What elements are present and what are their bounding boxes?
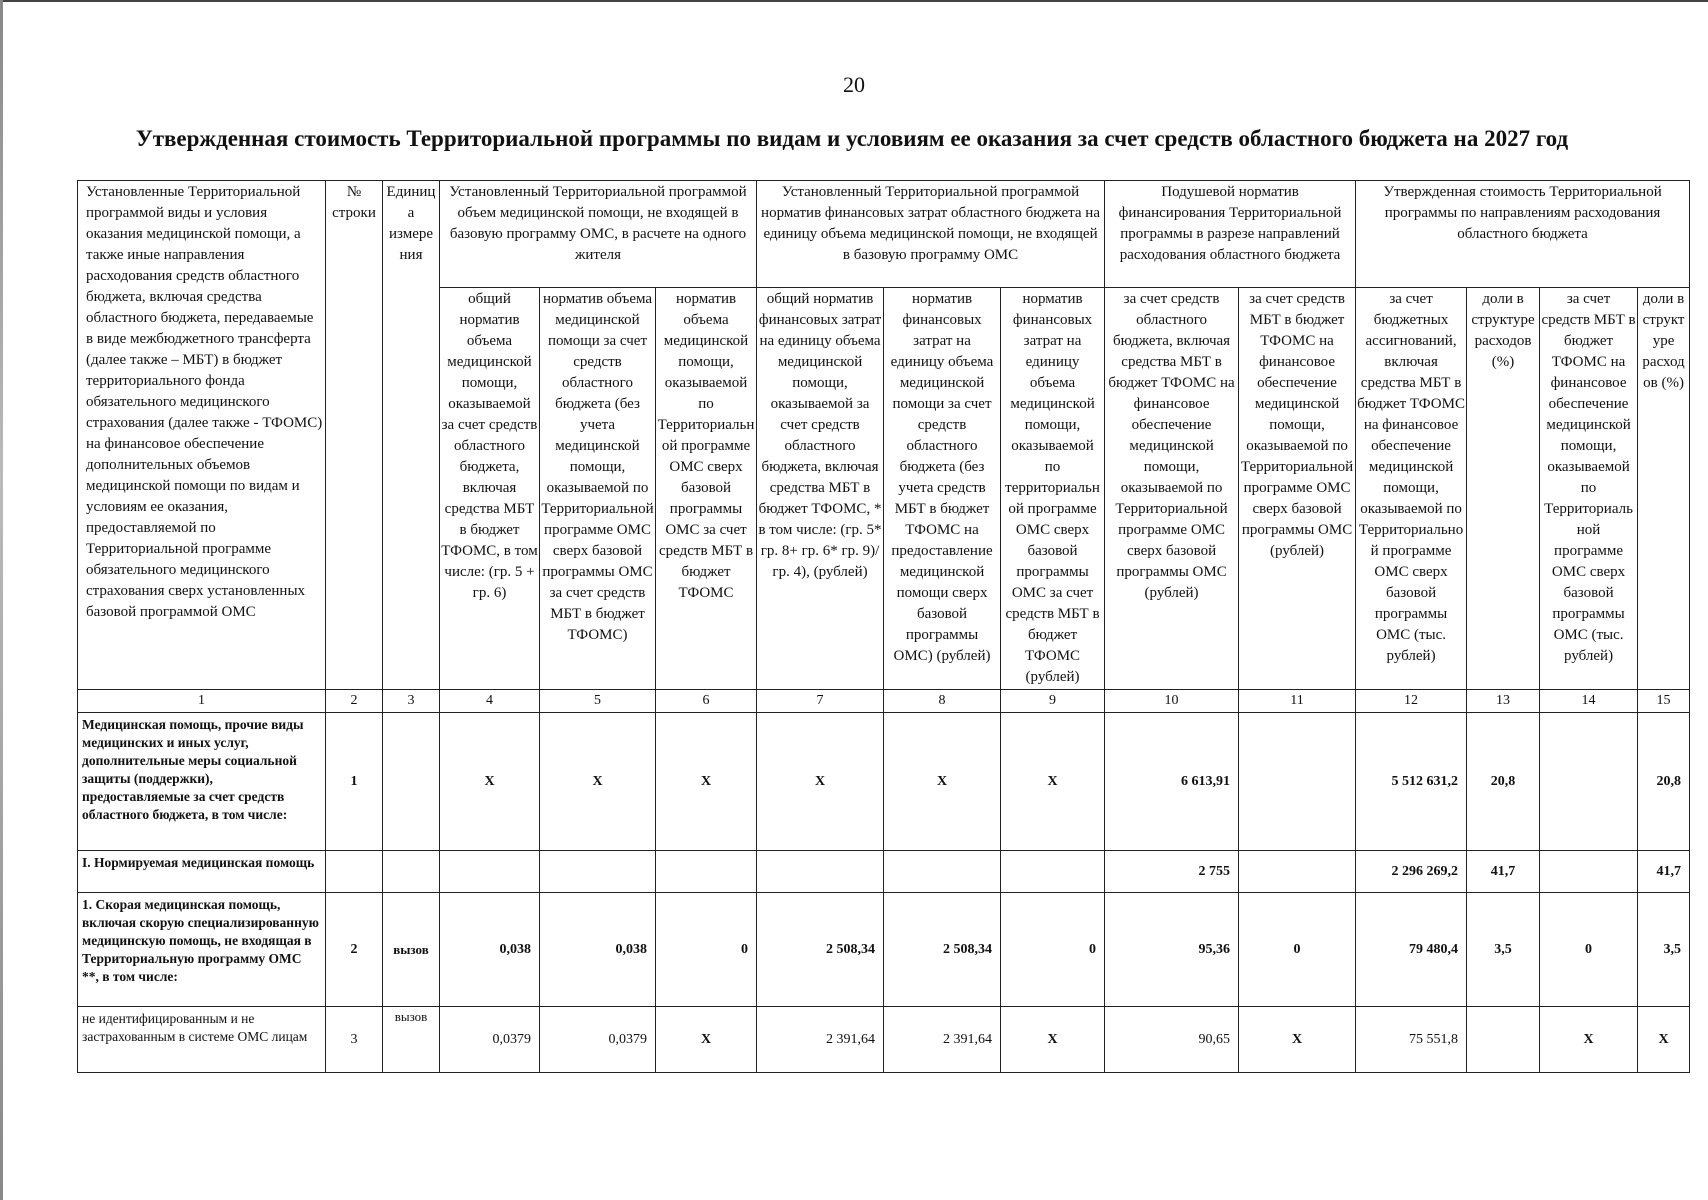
row-unit: вызов <box>383 893 440 1007</box>
header-col-14: за счет средств МБТ в бюджет ТФОМС на финансовое обеспечение медицинской помощи, оказываемой по Территориальной программе ОМС сверх базовой программы ОМС (тыс. рублей) <box>1540 288 1638 690</box>
header-col-12: за счет бюджетных ассигнований, включая средства МБТ в бюджет ТФОМС на финансовое обеспечение медицинской помощи, оказываемой по Территориальной программе ОМС сверх базовой программы ОМС (тыс. рублей) <box>1356 288 1467 690</box>
cell-col-14: 0 <box>1540 893 1638 1007</box>
header-col-9: норматив финансовых затрат на единицу объема медицинской помощи, оказываемой по территориальной программе ОМС сверх базовой программы ОМС за счет средств МБТ в бюджет ТФОМС (рублей) <box>1001 288 1105 690</box>
cell-col-14 <box>1540 713 1638 851</box>
col-number: 2 <box>326 690 383 713</box>
cell-col-13: 3,5 <box>1467 893 1540 1007</box>
cell-col-8: X <box>884 713 1001 851</box>
header-group-per-capita: Подушевой норматив финансирования Территориальной программы в разрезе направлений расходования областного бюджета <box>1105 181 1356 288</box>
cell-col-7 <box>757 851 884 893</box>
cell-col-6 <box>656 851 757 893</box>
cell-col-7: 2 508,34 <box>757 893 884 1007</box>
page-number: 20 <box>843 72 865 97</box>
cell-col-5: 0,038 <box>540 893 656 1007</box>
cell-col-12: 79 480,4 <box>1356 893 1467 1007</box>
cell-col-5: X <box>540 713 656 851</box>
cell-col-4: 0,038 <box>440 893 540 1007</box>
cell-col-9 <box>1001 851 1105 893</box>
header-col-15: доли в структуре расходов (%) <box>1638 288 1690 690</box>
header-col-6: норматив объема медицинской помощи, оказываемой по Территориальной программе ОМС сверх базовой программы ОМС за счет средств МБТ в бюджет ТФОМС <box>656 288 757 690</box>
cell-col-11: 0 <box>1239 893 1356 1007</box>
col-number: 4 <box>440 690 540 713</box>
cell-col-12: 2 296 269,2 <box>1356 851 1467 893</box>
table-row <box>78 713 1690 851</box>
col-number: 8 <box>884 690 1001 713</box>
col-number: 7 <box>757 690 884 713</box>
col-number: 3 <box>383 690 440 713</box>
row-description: I. Нормируемая медицинская помощь <box>78 851 326 893</box>
cell-col-11 <box>1239 851 1356 893</box>
cell-col-15: 3,5 <box>1638 893 1690 1007</box>
col-number: 6 <box>656 690 757 713</box>
row-description: 1. Скорая медицинская помощь, включая скорую специализированную медицинскую помощь, не входящая в Территориальную программу ОМС **, в том числе: <box>78 893 326 1007</box>
cell-col-6: X <box>656 1007 757 1073</box>
cell-col-9: X <box>1001 713 1105 851</box>
col-number: 9 <box>1001 690 1105 713</box>
row-number: 1 <box>326 713 383 851</box>
row-number: 3 <box>326 1007 383 1073</box>
cell-col-6: X <box>656 713 757 851</box>
header-col-10: за счет средств областного бюджета, включая средства МБТ в бюджет ТФОМС на финансовое обеспечение медицинской помощи, оказываемой по Территориальной программе ОМС сверх базовой программы ОМС (рублей) <box>1105 288 1239 690</box>
cell-col-14 <box>1540 851 1638 893</box>
header-col-2: № строки <box>326 181 383 690</box>
cell-col-7: 2 391,64 <box>757 1007 884 1073</box>
col-number: 11 <box>1239 690 1356 713</box>
row-number <box>326 851 383 893</box>
header-col-4: общий норматив объема медицинской помощи, оказываемой за счет средств областного бюджета, включая средства МБТ в бюджет ТФОМС, в том числе: (гр. 5 + гр. 6) <box>440 288 540 690</box>
cell-col-8 <box>884 851 1001 893</box>
row-description: не идентифицированным и не застрахованным в системе ОМС лицам <box>78 1007 326 1073</box>
cell-col-6: 0 <box>656 893 757 1007</box>
cell-col-10: 90,65 <box>1105 1007 1239 1073</box>
cell-col-13: 41,7 <box>1467 851 1540 893</box>
cell-col-12: 5 512 631,2 <box>1356 713 1467 851</box>
cell-col-15: X <box>1638 1007 1690 1073</box>
header-col-13: доли в структуре расходов (%) <box>1467 288 1540 690</box>
cell-col-8: 2 391,64 <box>884 1007 1001 1073</box>
col-number: 12 <box>1356 690 1467 713</box>
col-number: 15 <box>1638 690 1690 713</box>
cell-col-11: X <box>1239 1007 1356 1073</box>
cell-col-10: 95,36 <box>1105 893 1239 1007</box>
col-number: 5 <box>540 690 656 713</box>
cell-col-14: X <box>1540 1007 1638 1073</box>
table-row <box>78 1007 1690 1073</box>
cell-col-15: 41,7 <box>1638 851 1690 893</box>
cell-col-11 <box>1239 713 1356 851</box>
header-col-8: норматив финансовых затрат на единицу объема медицинской помощи за счет средств областного бюджета (без учета средств МБТ в бюджет ТФОМС на предоставление медицинской помощи сверх базовой программы ОМС) (рублей) <box>884 288 1001 690</box>
cell-col-10: 2 755 <box>1105 851 1239 893</box>
row-unit <box>383 713 440 851</box>
column-number-row <box>78 690 1690 713</box>
table-row <box>78 893 1690 1007</box>
header-group-cost-standard: Установленный Территориальной программой норматив финансовых затрат областного бюджета на единицу объема медицинской помощи, не входящей в базовую программу ОМС <box>757 181 1105 288</box>
cell-col-9: 0 <box>1001 893 1105 1007</box>
header-col-5: норматив объема медицинской помощи за счет средств областного бюджета (без учета медицинской помощи, оказываемой по Территориальной программе ОМС сверх базовой программы ОМС за счет средств МБТ в бюджет ТФОМС) <box>540 288 656 690</box>
cell-col-13 <box>1467 1007 1540 1073</box>
row-unit: вызов <box>383 1007 440 1073</box>
header-col-3: Единица измерения <box>383 181 440 690</box>
scan-edge <box>0 0 3 1200</box>
budget-table <box>77 180 1690 1073</box>
row-number: 2 <box>326 893 383 1007</box>
cell-col-4: X <box>440 713 540 851</box>
cell-col-7: X <box>757 713 884 851</box>
header-group-approved-cost: Утвержденная стоимость Территориальной программы по направлениям расходования областного бюджета <box>1356 181 1690 288</box>
header-col-1: Установленные Территориальной программой виды и условия оказания медицинской помощи, а также иные направления расходования средств областного бюджета, включая средства областного бюджета, передаваемые в виде межбюджетного трансферта (далее также – МБТ) в бюджет территориального фонда обязательного медицинского страхования (далее также - ТФОМС) на финансовое обеспечение дополнительных объемов медицинской помощи по видам и условиям ее оказания, предоставляемой по Территориальной программе обязательного медицинского страхования сверх установленных базовой программой ОМС <box>78 181 326 690</box>
cell-col-10: 6 613,91 <box>1105 713 1239 851</box>
header-row-1 <box>78 181 1690 288</box>
cell-col-5 <box>540 851 656 893</box>
header-group-volume: Установленный Территориальной программой объем медицинской помощи, не входящей в базовую программу ОМС, в расчете на одного жителя <box>440 181 757 288</box>
cell-col-5: 0,0379 <box>540 1007 656 1073</box>
col-number: 13 <box>1467 690 1540 713</box>
row-unit <box>383 851 440 893</box>
page-title: Утвержденная стоимость Территориальной программы по видам и условиям ее оказания за счет средств областного бюджета на 2027 год <box>135 126 1569 151</box>
header-col-7: общий норматив финансовых затрат на единицу объема медицинской помощи, оказываемой за счет средств областного бюджета, включая средства МБТ в бюджет ТФОМС, * в том числе: (гр. 5* гр. 8+ гр. 6* гр. 9)/гр. 4), (рублей) <box>757 288 884 690</box>
cell-col-8: 2 508,34 <box>884 893 1001 1007</box>
row-description: Медицинская помощь, прочие виды медицинских и иных услуг, дополнительные меры социальной защиты (поддержки), предоставляемые за счет средств областного бюджета, в том числе: <box>78 713 326 851</box>
cell-col-4 <box>440 851 540 893</box>
cell-col-4: 0,0379 <box>440 1007 540 1073</box>
cell-col-13: 20,8 <box>1467 713 1540 851</box>
header-col-11: за счет средств МБТ в бюджет ТФОМС на финансовое обеспечение медицинской помощи, оказываемой по Территориальной программе ОМС сверх базовой программы ОМС (рублей) <box>1239 288 1356 690</box>
cell-col-15: 20,8 <box>1638 713 1690 851</box>
col-number: 10 <box>1105 690 1239 713</box>
cell-col-9: X <box>1001 1007 1105 1073</box>
table-row <box>78 851 1690 893</box>
col-number: 1 <box>78 690 326 713</box>
page-top-edge <box>0 0 1708 2</box>
cell-col-12: 75 551,8 <box>1356 1007 1467 1073</box>
col-number: 14 <box>1540 690 1638 713</box>
